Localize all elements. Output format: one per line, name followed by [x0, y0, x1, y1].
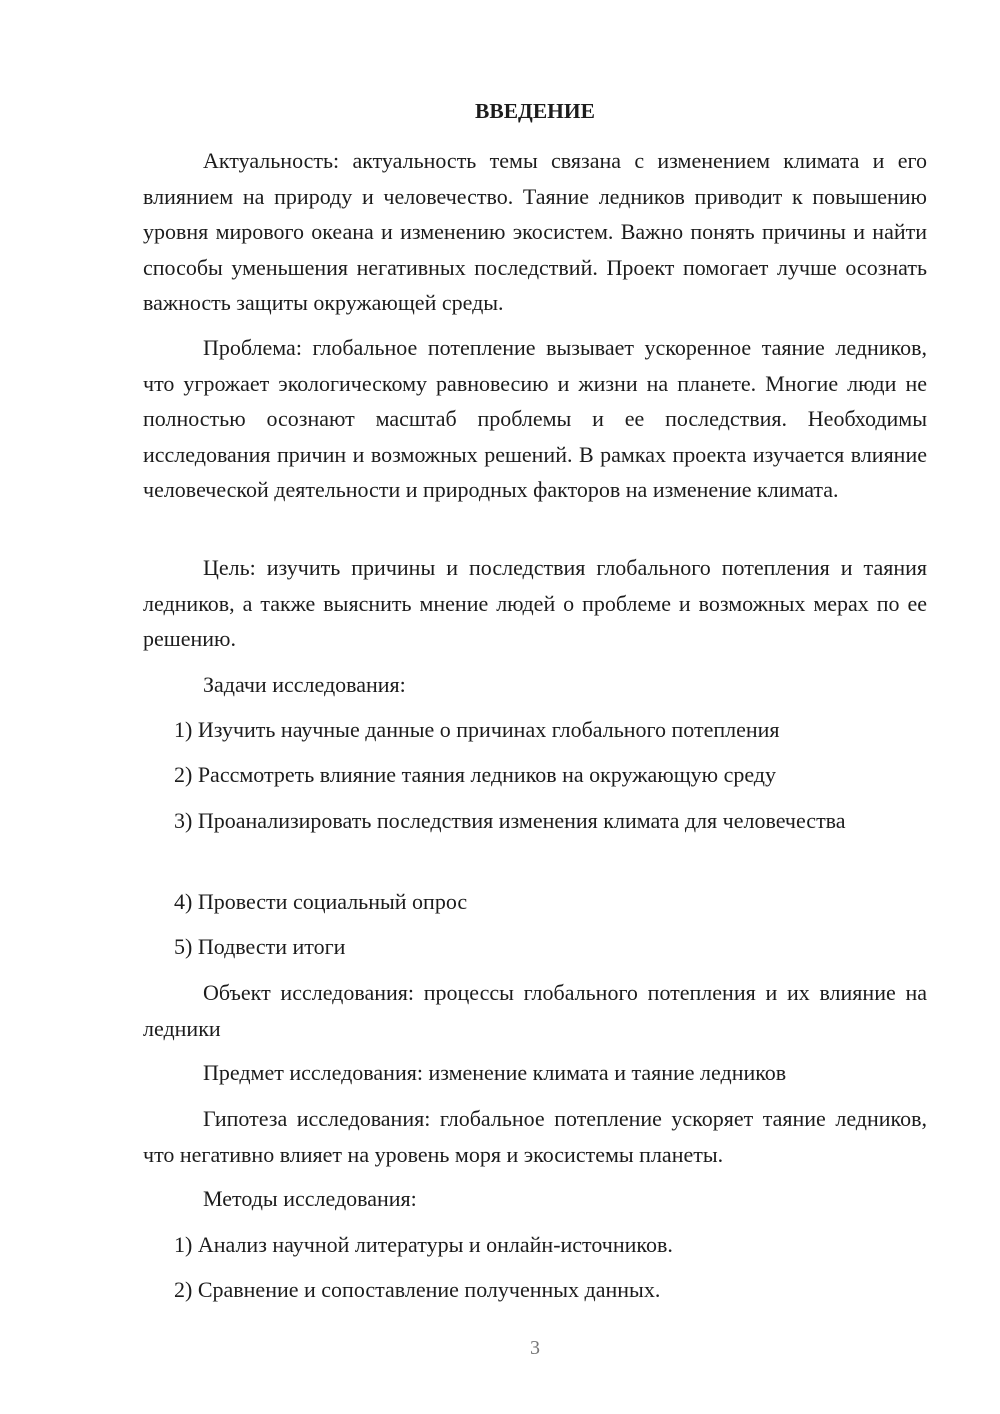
method-item-1: 1) Анализ научной литературы и онлайн-источников.	[174, 1232, 673, 1257]
page-heading: ВВЕДЕНИЕ	[475, 99, 595, 123]
problem-paragraph: Проблема: глобальное потепление вызывает ускоренное таяние ледников, что угрожает экологическому равновесию и жизни на планете. Многие люди не полностью осознают масштаб проблемы и ее последствия. Необходимы исследования причин и возможных решений. В рамках проекта изучается влияние человеческой деятельности и природных факторов на изменение климата.	[143, 335, 927, 502]
task-item-3: 3) Проанализировать последствия изменения климата для человечества	[174, 808, 846, 833]
task-item-5: 5) Подвести итоги	[174, 934, 346, 959]
methods-heading: Методы исследования:	[203, 1186, 417, 1211]
task-item-1: 1) Изучить научные данные о причинах глобального потепления	[174, 717, 780, 742]
hypothesis-paragraph: Гипотеза исследования: глобальное потепление ускоряет таяние ледников, что негативно влияет на уровень моря и экосистемы планеты.	[143, 1106, 927, 1167]
subject-paragraph: Предмет исследования: изменение климата и таяние ледников	[203, 1060, 787, 1085]
task-item-2: 2) Рассмотреть влияние таяния ледников на окружающую среду	[174, 762, 777, 787]
tasks-heading: Задачи исследования:	[203, 672, 406, 697]
page-number: 3	[530, 1337, 540, 1359]
method-item-2: 2) Сравнение и сопоставление полученных данных.	[174, 1277, 661, 1302]
task-item-4: 4) Провести социальный опрос	[174, 889, 468, 914]
goal-paragraph: Цель: изучить причины и последствия глобального потепления и таяния ледников, а также выяснить мнение людей о проблеме и возможных мерах по ее решению.	[143, 555, 927, 651]
relevance-paragraph: Актуальность: актуальность темы связана с изменением климата и его влиянием на природу и человечество. Таяние ледников приводит к повышению уровня мирового океана и изменению экосистем. Важно понять причины и найти способы уменьшения негативных последствий. Проект помогает лучше осознать важность защиты окружающей среды.	[143, 148, 927, 315]
object-paragraph: Объект исследования: процессы глобального потепления и их влияние на ледники	[143, 980, 927, 1041]
